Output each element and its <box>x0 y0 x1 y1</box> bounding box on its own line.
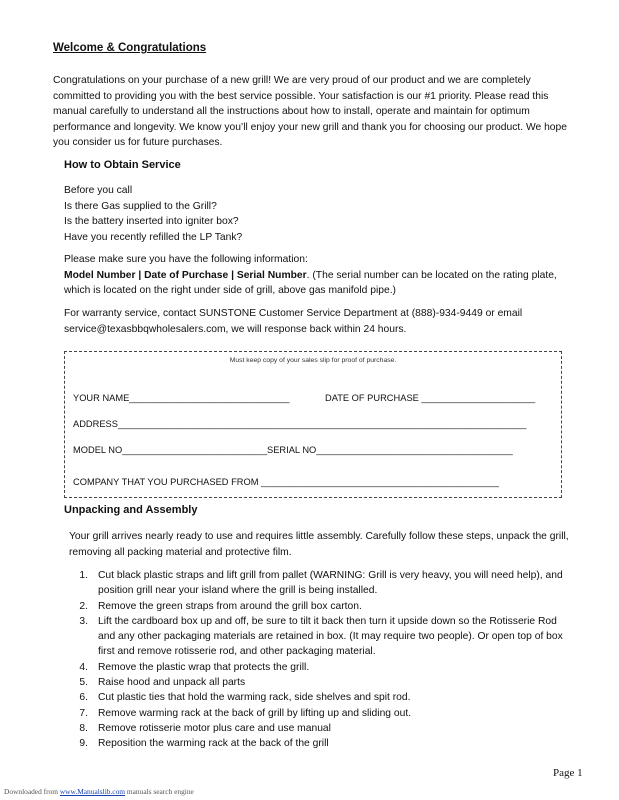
required-info: Model Number | Date of Purchase | Serial Number <box>64 269 307 281</box>
unpacking-heading: Unpacking and Assembly <box>64 504 198 516</box>
info-intro: Please make sure you have the following information: <box>64 254 308 265</box>
manualslib-link[interactable]: www.Manualslib.com <box>59 787 126 796</box>
page-number: Page 1 <box>553 767 583 779</box>
sales-slip-form <box>64 351 562 498</box>
step-number: 4. <box>79 661 88 673</box>
unpacking-intro: Your grill arrives nearly ready to use and requires little assembly. Carefully follow these steps, unpack the grill, removing all packing material and protective film. <box>69 531 569 558</box>
address-field[interactable]: ADDRESS_______________________________________________________________________________ <box>73 419 527 429</box>
list-item <box>68 706 568 721</box>
list-item <box>68 690 568 705</box>
step-number: 6. <box>79 692 88 704</box>
company-field[interactable]: COMPANY THAT YOU PURCHASED FROM ______________________________________________ <box>73 477 499 487</box>
step-number: 1. <box>79 570 88 581</box>
step-text: Remove the green straps from around the grill box carton. <box>98 600 362 612</box>
checklist-item: Have you recently refilled the LP Tank? <box>64 231 243 243</box>
page-title: Welcome & Congratulations <box>53 42 207 54</box>
step-number: 8. <box>79 722 88 734</box>
unpacking-steps <box>68 568 568 752</box>
your-name-field[interactable]: YOUR NAME_______________________________ <box>73 393 290 403</box>
step-number: 5. <box>79 677 88 689</box>
step-text: Lift the cardboard box up and off, be sure to tilt it back then turn it upside down so the Rotisserie Rod and any other packaging materials are retained in box. (It may require two people). Or open top of box first and remove rotisserie rod, and other packaging material. <box>98 615 563 658</box>
footer-prefix: Downloaded from <box>4 787 60 796</box>
step-text: Remove rotisserie motor plus care and use manual <box>98 722 331 734</box>
footer-suffix: manuals search engine <box>125 787 194 796</box>
step-text: Raise hood and unpack all parts <box>98 677 246 689</box>
intro-paragraph: Congratulations on your purchase of a new grill! We are very proud of our product and we are completely committed to providing you with the best service possible. Your satisfaction is our #1 priority. Please read this manual carefully to understand all the instructions about how to install, operate and maintain for optimum performance and longevity. We know you’ll enjoy your new grill and thank you for choosing our product. We hope you consider us for future purchases. <box>53 75 567 148</box>
service-heading: How to Obtain Service <box>64 159 181 171</box>
info-paragraph <box>64 252 570 299</box>
list-item <box>68 614 568 660</box>
warranty-paragraph: For warranty service, contact SUNSTONE Customer Service Department at (888)-934-9449 or email service@texasbbqwholesalers.com, we will response back within 24 hours. <box>64 308 523 335</box>
download-footer <box>4 787 194 796</box>
list-item <box>68 660 568 675</box>
step-text: Remove warming rack at the back of grill by lifting up and sliding out. <box>98 707 412 719</box>
step-text: Remove the plastic wrap that protects the grill. <box>98 661 310 673</box>
slip-note: Must keep copy of your sales slip for proof of purchase. <box>229 357 397 364</box>
step-text: Cut black plastic straps and lift grill from pallet (WARNING: Grill is very heavy, you will need help), and position grill near your island where the grill is being installed. <box>98 570 563 597</box>
list-item <box>68 599 568 614</box>
list-item <box>68 736 568 751</box>
model-serial-field[interactable]: MODEL NO____________________________SERIAL NO______________________________________ <box>73 445 513 455</box>
checklist-item: Is the battery inserted into igniter box? <box>64 216 239 227</box>
list-item <box>68 675 568 690</box>
step-number: 7. <box>79 707 88 719</box>
step-number: 2. <box>79 600 88 612</box>
step-number: 3. <box>79 615 88 627</box>
checklist-item: Is there Gas supplied to the Grill? <box>64 200 217 212</box>
step-text: Cut plastic ties that hold the warming rack, side shelves and spit rod. <box>98 692 411 704</box>
checklist-item: Before you call <box>64 185 133 196</box>
step-number: 9. <box>79 738 88 750</box>
date-of-purchase-field[interactable]: DATE OF PURCHASE ______________________ <box>325 393 536 403</box>
serial-location-note: . (The serial number can be located on the rating plate, which is located on the right under side of grill, above gas manifold pipe.) <box>64 269 557 296</box>
list-item <box>68 568 568 599</box>
info-details <box>64 268 570 299</box>
service-checklist <box>64 183 242 245</box>
list-item <box>68 721 568 736</box>
step-text: Reposition the warming rack at the back of the grill <box>98 738 329 750</box>
